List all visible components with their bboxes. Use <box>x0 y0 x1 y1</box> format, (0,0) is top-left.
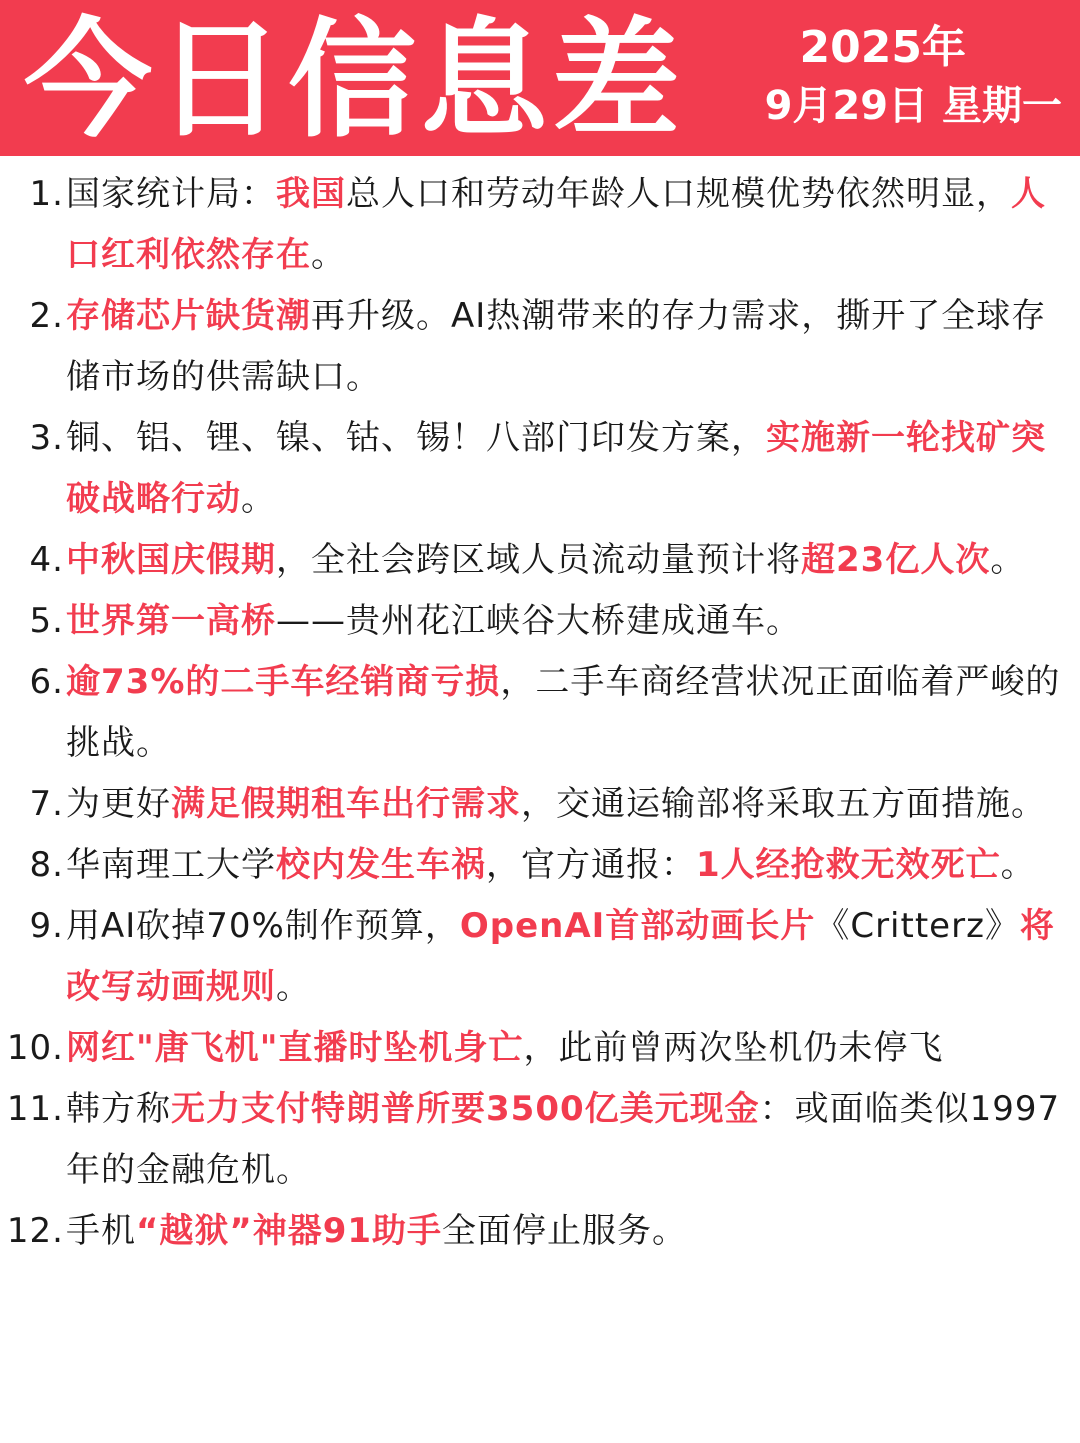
news-highlight-text: 人口红利依然存在 <box>66 174 1046 275</box>
news-item <box>0 896 1080 1018</box>
news-item-number: 5. <box>29 601 64 641</box>
news-item-number: 9. <box>29 906 64 946</box>
news-item <box>0 835 1080 896</box>
news-text: 《Critterz》 <box>815 906 1020 946</box>
news-text: 。 <box>311 235 346 275</box>
news-item-number: 1. <box>29 174 64 214</box>
news-item-number: 8. <box>29 845 64 885</box>
news-item <box>0 591 1080 652</box>
news-text: ：或面临类似1997年的金融危机。 <box>66 1089 1061 1190</box>
news-highlight-text: 满足假期租车出行需求 <box>171 784 521 824</box>
news-highlight-text: 校内发生车祸 <box>276 845 486 885</box>
news-item-number: 6. <box>29 662 64 702</box>
news-text: 。 <box>241 479 276 519</box>
news-text: 。 <box>990 540 1026 580</box>
news-item <box>0 164 1080 286</box>
news-item <box>0 286 1080 408</box>
news-text: 国家统计局： <box>66 174 276 214</box>
news-highlight-text: 存储芯片缺货潮 <box>66 296 311 336</box>
news-text: 。 <box>276 967 311 1007</box>
news-text: 铜、铝、锂、镍、钴、锡！八部门印发方案， <box>66 418 766 458</box>
news-text: ，全社会跨区域人员流动量预计将 <box>276 540 801 580</box>
news-text: 总人口和劳动年龄人口规模优势依然明显， <box>346 174 1011 214</box>
news-text: 全面停止服务。 <box>442 1211 688 1251</box>
news-item-number: 3. <box>29 418 64 458</box>
page-title: 今日信息差 <box>24 6 685 155</box>
news-highlight-text: 超23亿人次 <box>801 540 991 580</box>
news-item <box>0 1018 1080 1079</box>
news-highlight-text: 我国 <box>276 174 346 214</box>
news-item-number: 2. <box>29 296 64 336</box>
news-item <box>0 652 1080 774</box>
date-year: 2025年 <box>799 22 966 73</box>
news-text: ，此前曾两次坠机仍未停飞 <box>523 1028 944 1068</box>
news-item <box>0 408 1080 530</box>
news-highlight-text: 逾73%的二手车经销商亏损 <box>66 662 501 702</box>
news-highlight-text: 网红"唐飞机"直播时坠机身亡 <box>66 1028 524 1068</box>
date-day: 9月29日 星期一 <box>764 83 1062 129</box>
news-text: 再升级。AI热潮带来的存力需求，撕开了全球存储市场的供需缺口。 <box>66 296 1047 397</box>
news-item <box>0 1201 1080 1262</box>
header-banner <box>0 0 1080 156</box>
news-text: 华南理工大学 <box>66 845 276 885</box>
news-text: ，二手车商经营状况正面临着严峻的挑战。 <box>66 662 1061 763</box>
news-text: 手机 <box>66 1211 136 1251</box>
news-item-number: 10. <box>6 1028 64 1068</box>
news-text: 韩方称 <box>66 1089 171 1129</box>
news-item-number: 7. <box>29 784 64 824</box>
news-highlight-text: “越狱”神器91助手 <box>136 1211 443 1251</box>
news-item <box>0 530 1080 591</box>
news-text: 。 <box>1000 845 1036 885</box>
news-highlight-text: 无力支付特朗普所要3500亿美元现金 <box>171 1089 760 1129</box>
news-item <box>0 1079 1080 1201</box>
news-highlight-text: OpenAI首部动画长片 <box>459 906 816 946</box>
news-item <box>0 774 1080 835</box>
news-item-number: 12. <box>6 1211 64 1251</box>
news-item-number: 11. <box>6 1089 64 1129</box>
news-text: 为更好 <box>66 784 171 824</box>
date-block <box>722 20 1062 136</box>
news-list <box>0 164 1080 1262</box>
news-highlight-text: 中秋国庆假期 <box>66 540 276 580</box>
news-highlight-text: 1人经抢救无效死亡 <box>696 845 1001 885</box>
news-item-number: 4. <box>29 540 64 580</box>
news-highlight-text: 世界第一高桥 <box>66 601 276 641</box>
news-text: ，交通运输部将采取五方面措施。 <box>521 784 1046 824</box>
news-text: ，官方通报： <box>486 845 696 885</box>
news-highlight-text: 将改写动画规则 <box>66 906 1055 1007</box>
news-text: 用AI砍掉70%制作预算， <box>66 906 460 946</box>
news-text: ——贵州花江峡谷大桥建成通车。 <box>276 601 801 641</box>
news-highlight-text: 实施新一轮找矿突破战略行动 <box>66 418 1046 519</box>
